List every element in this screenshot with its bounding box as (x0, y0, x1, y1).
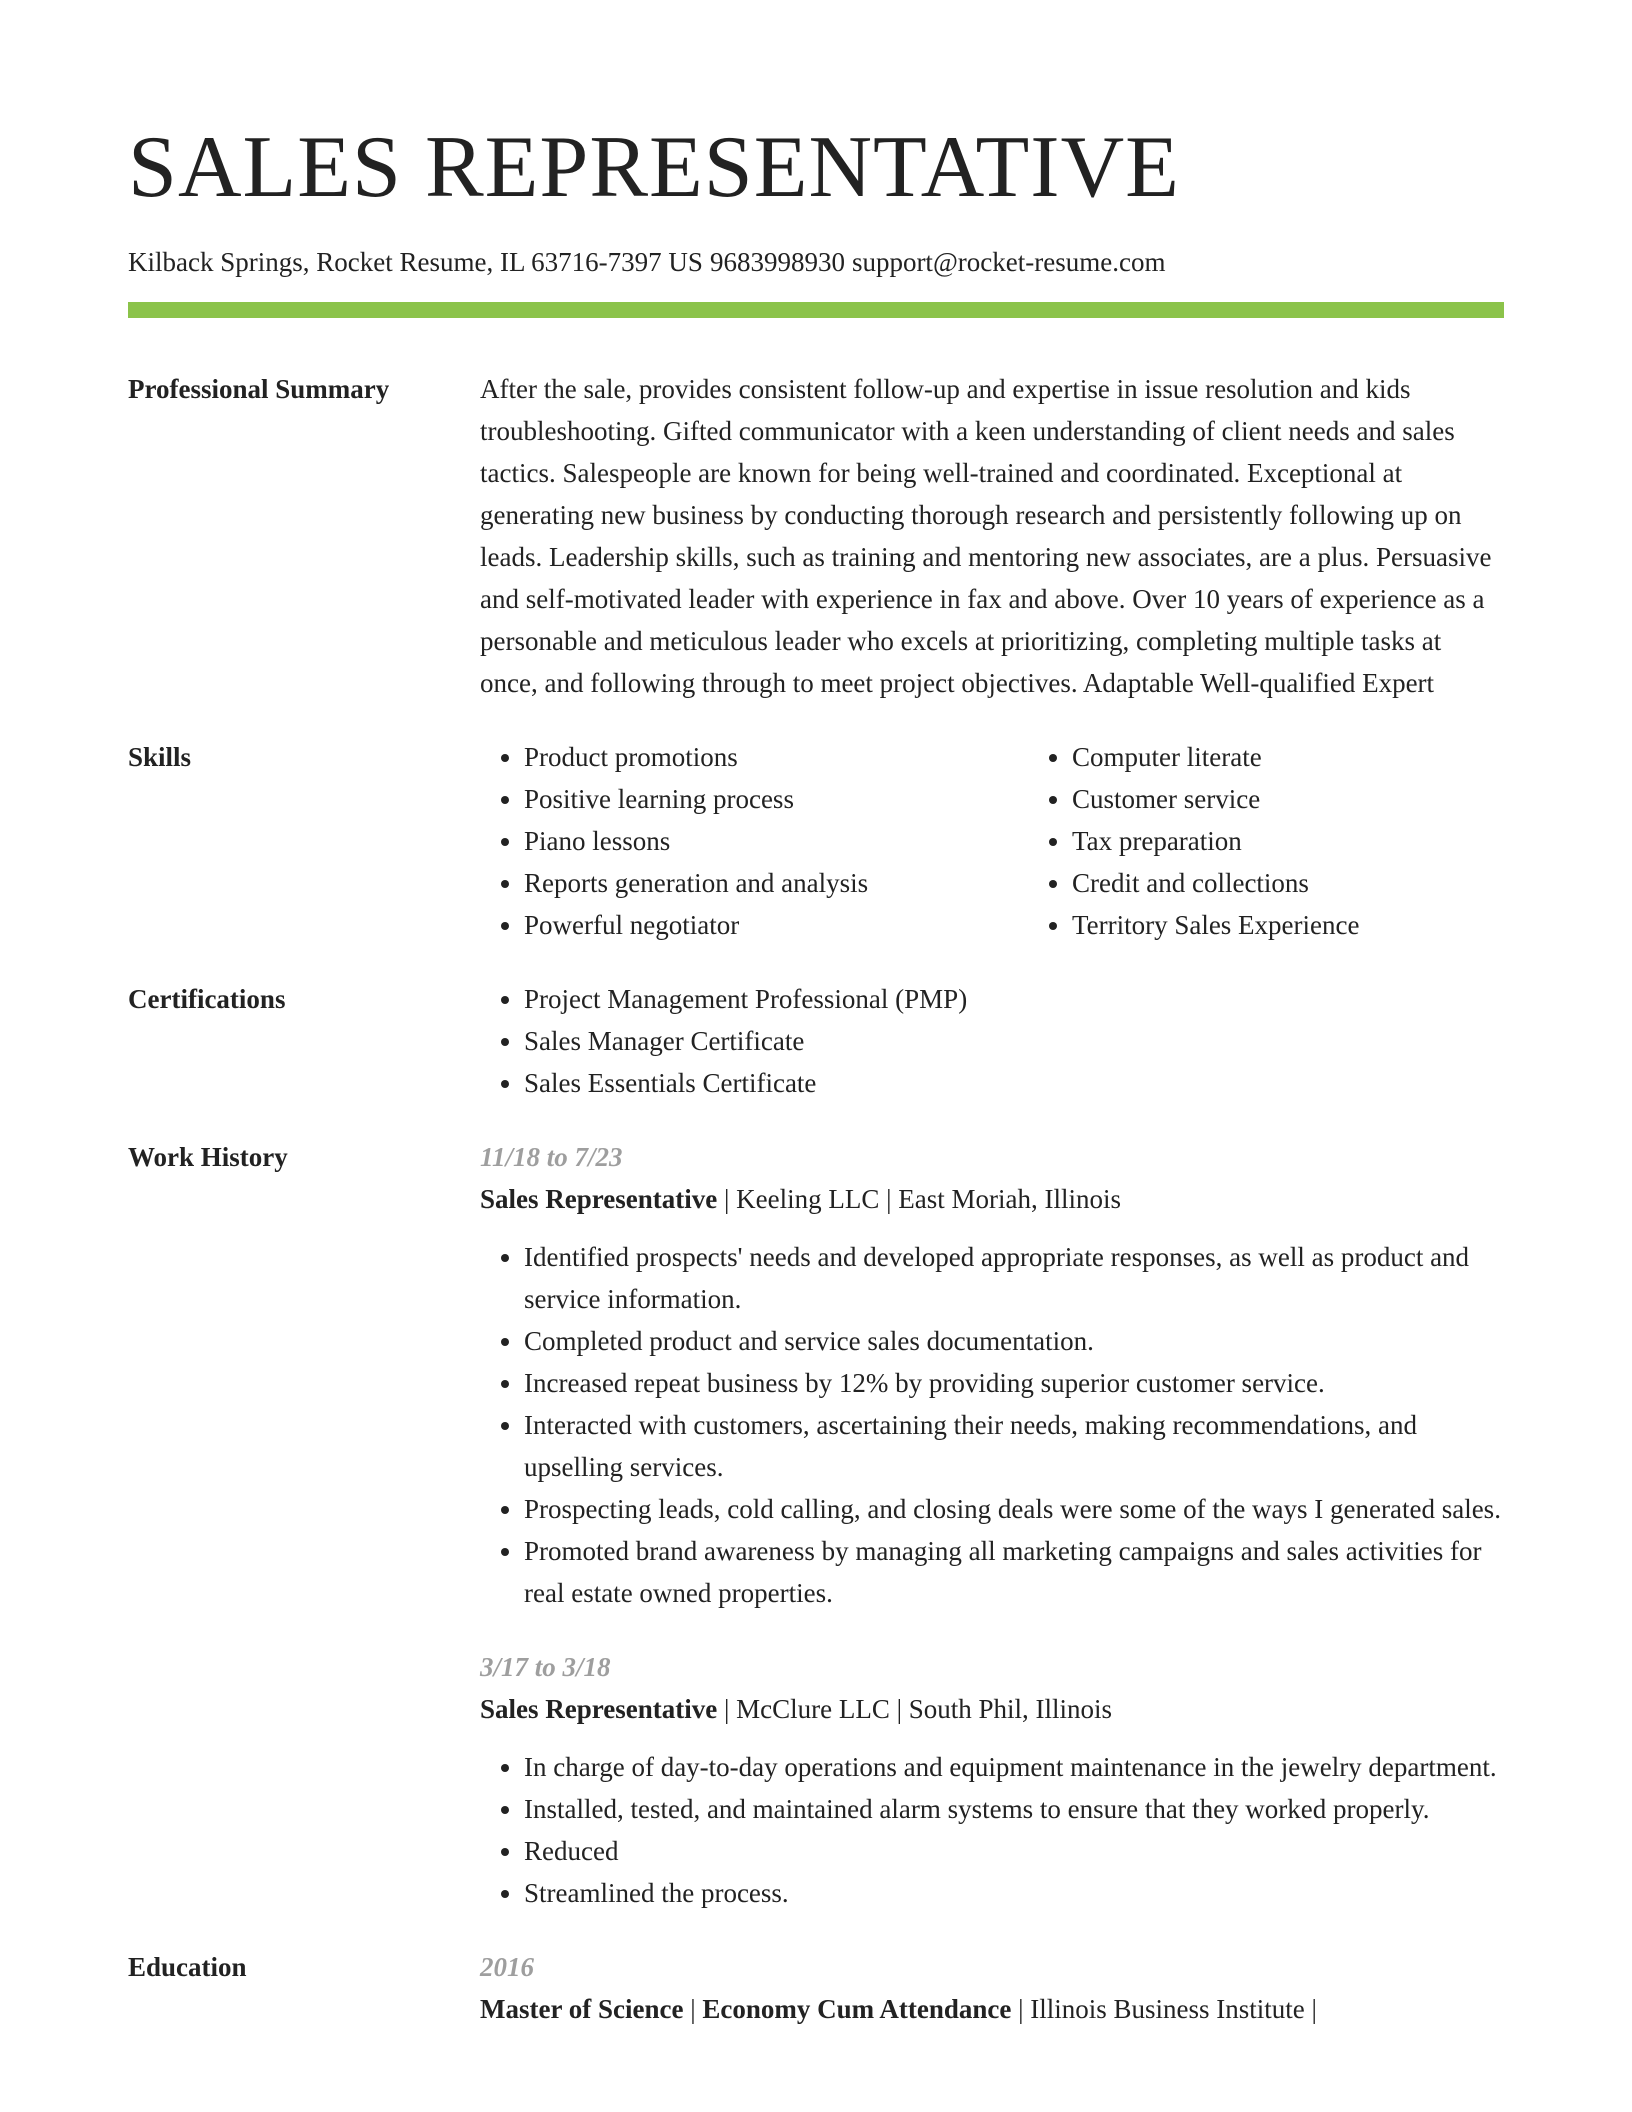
list-item: • Reduced (524, 1830, 1504, 1872)
certifications-list (480, 978, 1504, 1104)
work-history-section (128, 1136, 1504, 1914)
list-item: • Sales Essentials Certificate (524, 1062, 1504, 1104)
summary-text: After the sale, provides consistent follow-up and expertise in issue resolution and kids troubleshooting. Gifted communicator with a keen understanding of client needs and sales tactics. Salespeople are known for being well-trained and coordinated. Exceptional at generating new business by conducting thorough research and persistently following up on leads. Leadership skills, such as training and mentoring new associates, are a plus. Persuasive and self-motivated leader with experience in fax and above. Over 10 years of experience as a personable and meticulous leader who excels at prioritizing, completing multiple tasks at once, and following through to meet project objectives. Adaptable Well-qualified Expert (480, 374, 1492, 698)
list-item: • In charge of day-to-day operations and equipment maintenance in the jewelry department. (524, 1746, 1504, 1788)
list-item: • Powerful negotiator (524, 904, 1028, 946)
section-label: Education (128, 1952, 247, 1982)
job-entry (480, 1646, 1504, 1914)
skills-list-left (480, 736, 1028, 946)
job-title: Sales Representative (480, 1184, 718, 1214)
list-item: • Customer service (1072, 778, 1576, 820)
list-item: • Piano lessons (524, 820, 1028, 862)
job-dates: 3/17 to 3/18 (480, 1652, 611, 1682)
summary-section (128, 368, 1504, 704)
education-degree: Master of Science (480, 1994, 684, 2024)
job-details: | McClure LLC | South Phil, Illinois (717, 1694, 1113, 1724)
list-item: • Product promotions (524, 736, 1028, 778)
list-item: • Promoted brand awareness by managing all marketing campaigns and sales activities for real estate owned properties. (524, 1530, 1504, 1614)
job-details: | Keeling LLC | East Moriah, Illinois (717, 1184, 1121, 1214)
job-entry (480, 1136, 1504, 1614)
list-item: • Positive learning process (524, 778, 1028, 820)
contact-address: Kilback Springs, Rocket Resume, IL 63716-7397 US (128, 247, 703, 277)
list-item: • Computer literate (1072, 736, 1576, 778)
education-line: Master of Science | Economy Cum Attendance | Illinois Business Institute | (480, 1994, 1317, 2024)
contact-line (128, 246, 1504, 278)
job-dates: 11/18 to 7/23 (480, 1142, 623, 1172)
contact-email: support@rocket-resume.com (851, 247, 1166, 277)
education-school: Illinois Business Institute (1030, 1994, 1305, 2024)
list-item: • Reports generation and analysis (524, 862, 1028, 904)
list-item: • Territory Sales Experience (1072, 904, 1576, 946)
section-label: Skills (128, 742, 192, 772)
skills-section (128, 736, 1504, 946)
job-title: Sales Representative (480, 1694, 718, 1724)
list-item: • Increased repeat business by 12% by providing superior customer service. (524, 1362, 1504, 1404)
list-item: • Tax preparation (1072, 820, 1576, 862)
section-label: Work History (128, 1142, 288, 1172)
skills-list-right (1028, 736, 1576, 946)
education-section (128, 1946, 1504, 2030)
education-field: Economy Cum Attendance (702, 1994, 1012, 2024)
job-bullets (480, 1236, 1504, 1614)
resume-name: SALES REPRESENTATIVE (128, 119, 1180, 216)
job-bullets (480, 1746, 1504, 1914)
list-item: • Project Management Professional (PMP) (524, 978, 1504, 1020)
list-item: • Credit and collections (1072, 862, 1576, 904)
list-item: • Interacted with customers, ascertaining their needs, making recommendations, and upselling services. (524, 1404, 1504, 1488)
list-item: • Installed, tested, and maintained alarm systems to ensure that they worked properly. (524, 1788, 1504, 1830)
header-divider (128, 302, 1504, 318)
certifications-section (128, 978, 1504, 1104)
job-title-line (480, 1688, 1504, 1730)
list-item: • Streamlined the process. (524, 1872, 1504, 1914)
job-title-line (480, 1178, 1504, 1220)
contact-phone: 9683998930 (709, 247, 845, 277)
resume-page (128, 0, 1504, 2030)
section-label: Certifications (128, 984, 286, 1014)
list-item: • Sales Manager Certificate (524, 1020, 1504, 1062)
education-date: 2016 (480, 1952, 534, 1982)
list-item: • Prospecting leads, cold calling, and closing deals were some of the ways I generated sales. (524, 1488, 1504, 1530)
list-item: • Completed product and service sales documentation. (524, 1320, 1504, 1362)
list-item: • Identified prospects' needs and developed appropriate responses, as well as product and service information. (524, 1236, 1504, 1320)
section-label: Professional Summary (128, 374, 390, 404)
